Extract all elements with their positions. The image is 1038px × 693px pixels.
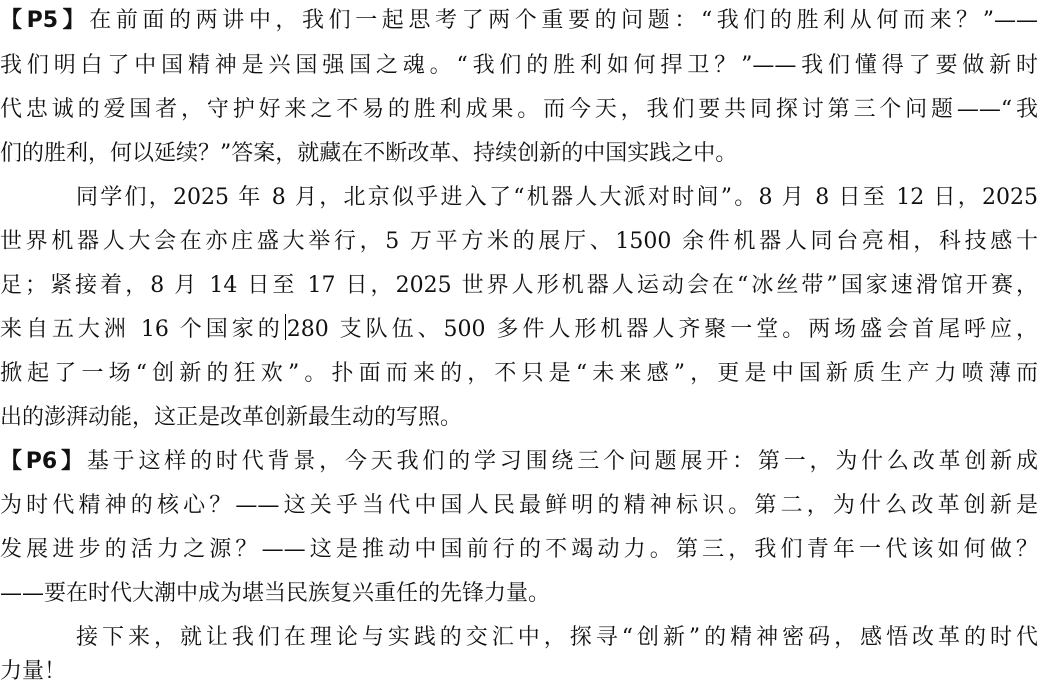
paragraph-robots-line-4 — [0, 311, 1038, 349]
line-text: 发展进步的活力之源？——这是推动中国前行的不竭动力。第三，我们青年一代该如何做？ — [0, 537, 1038, 562]
paragraph-robots-line-1 — [76, 179, 1038, 217]
line-text: 同学们，2025 年 8 月，北京似乎进入了“机器人大派对时间”。8 月 8 日至 12 日，2025 — [76, 185, 1038, 210]
paragraph-p5-line-1 — [0, 2, 1038, 40]
paragraph-p5-line-2 — [0, 47, 1038, 85]
paragraph-robots-line-2 — [0, 223, 1038, 261]
paragraph-p5-line-3 — [0, 91, 1038, 129]
paragraph-robots-line-6 — [0, 399, 1038, 437]
line-text: 代忠诚的爱国者，守护好来之不易的胜利成果。而今天，我们要共同探讨第三个问题——“我 — [0, 97, 1038, 122]
paragraph-closing-line-2 — [0, 653, 1038, 691]
paragraph-p6-line-1 — [0, 443, 1038, 481]
paragraph-closing-line-1 — [76, 619, 1038, 657]
line-text: 我们明白了中国精神是兴国强国之魂。“我们的胜利如何捍卫？”——我们懂得了要做新时 — [0, 53, 1038, 78]
line-text: 为时代精神的核心？——这关乎当代中国人民最鲜明的精神标识。第二，为什么改革创新是 — [0, 493, 1038, 518]
paragraph-robots-line-5 — [0, 355, 1038, 393]
section-tag-p6: 【P6】 — [0, 449, 87, 474]
paragraph-p5-line-4 — [0, 135, 1038, 173]
paragraph-p6-line-2 — [0, 487, 1038, 525]
paragraph-p6-line-4 — [0, 575, 1038, 613]
text-cursor — [285, 314, 286, 340]
line-text: 280 支队伍、500 多件人形机器人齐聚一堂。两场盛会首尾呼应， — [286, 317, 1038, 342]
line-text: 掀起了一场“创新的狂欢”。扑面而来的，不只是“未来感”，更是中国新质生产力喷薄而 — [0, 361, 1038, 386]
line-text: 基于这样的时代背景，今天我们的学习围绕三个问题展开：第一，为什么改革创新成 — [86, 449, 1038, 474]
line-text: 足；紧接着，8 月 14 日至 17 日，2025 世界人形机器人运动会在“冰丝带”国家速滑馆开赛， — [0, 273, 1038, 298]
section-tag-p5: 【P5】 — [0, 8, 90, 33]
line-text: 接下来，就让我们在理论与实践的交汇中，探寻“创新”的精神密码，感悟改革的时代 — [76, 625, 1038, 650]
line-text: 力量！ — [0, 659, 67, 684]
line-text: 们的胜利，何以延续？”答案，就藏在不断改革、持续创新的中国实践之中。 — [0, 141, 738, 166]
line-text: 世界机器人大会在亦庄盛大举行，5 万平方米的展厅、1500 余件机器人同台亮相，科技感十 — [0, 229, 1038, 254]
line-text: ——要在时代大潮中成为堪当民族复兴重任的先锋力量。 — [0, 581, 551, 606]
line-text: 来自五大洲 16 个国家的 — [0, 317, 284, 342]
paragraph-p6-line-3 — [0, 531, 1038, 569]
line-text: 出的澎湃动能，这正是改革创新最生动的写照。 — [0, 405, 463, 430]
paragraph-robots-line-3 — [0, 267, 1038, 305]
line-text: 在前面的两讲中，我们一起思考了两个重要的问题：“我们的胜利从何而来？”—— — [89, 8, 1038, 33]
